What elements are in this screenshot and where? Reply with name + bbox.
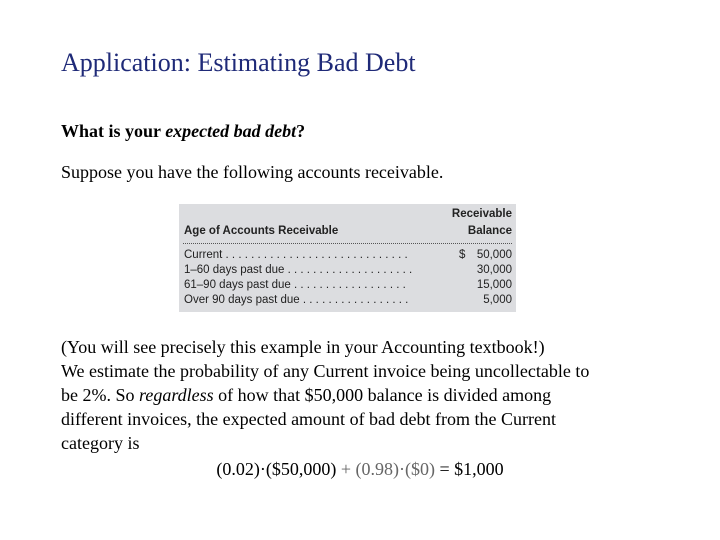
row-amount: 15,000 — [476, 279, 512, 291]
accounts-receivable-table — [179, 204, 516, 312]
formula-other-term: + (0.98)·($0) — [340, 459, 440, 479]
row-amount: 5,000 — [483, 294, 512, 306]
col-age-header: Age of Accounts Receivable — [184, 225, 339, 237]
currency-symbol: $ — [459, 249, 466, 261]
header-divider — [183, 243, 512, 244]
table-row — [184, 279, 512, 294]
paragraph-line — [61, 383, 661, 407]
formula — [0, 459, 720, 480]
paragraph-line: We estimate the probability of any Current invoice being uncollectable to — [61, 361, 590, 381]
row-amount: 50,000 — [476, 249, 512, 261]
paragraph-line: (You will see precisely this example in your Accounting textbook!) — [61, 337, 545, 357]
paragraph-emphasis: regardless — [139, 385, 214, 405]
col-balance-header-line2: Balance — [467, 225, 512, 237]
slide-title: Application: Estimating Bad Debt — [61, 48, 416, 77]
explanation-paragraph — [61, 335, 661, 455]
question-prefix: What is your — [61, 121, 166, 141]
question-line — [61, 121, 305, 142]
table-row — [184, 264, 512, 279]
intro-line: Suppose you have the following accounts receivable. — [61, 162, 444, 182]
paragraph-text: be 2%. So — [61, 385, 139, 405]
formula-result: = $1,000 — [439, 459, 504, 479]
paragraph-line: different invoices, the expected amount of bad debt from the Current — [61, 409, 556, 429]
row-label: 1–60 days past due . . . . . . . . . . . . . . . . . . . . — [184, 264, 413, 276]
row-label: Over 90 days past due . . . . . . . . . . . . . . . . . — [184, 294, 409, 306]
table-row — [184, 249, 512, 264]
formula-current-term: (0.02)·($50,000) — [216, 459, 341, 479]
question-emphasis: expected bad debt — [165, 121, 297, 141]
paragraph-line: category is — [61, 433, 140, 453]
row-amount: 30,000 — [476, 264, 512, 276]
paragraph-text: of how that $50,000 balance is divided among — [213, 385, 552, 405]
row-label: Current . . . . . . . . . . . . . . . . . . . . . . . . . . . . . — [184, 249, 408, 261]
table-row — [184, 294, 512, 309]
question-suffix: ? — [296, 121, 306, 141]
col-balance-header-line1: Receivable — [451, 208, 512, 220]
row-label: 61–90 days past due . . . . . . . . . . . . . . . . . . — [184, 279, 406, 291]
